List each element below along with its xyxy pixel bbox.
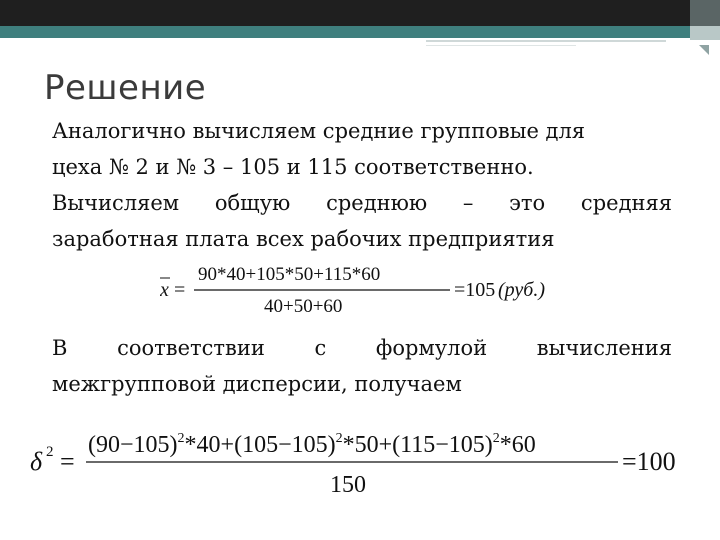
numerator-term: (90−105) [88,432,178,458]
slide-title: Решение [44,68,207,108]
equals-sign: = [60,447,75,476]
numerator-term: (115−105) [392,432,493,458]
paragraph-line: Аналогично вычисляем средние групповые для [52,119,586,143]
slide-accent-bar-end [690,26,720,40]
variance-numerator [88,431,536,458]
variance-paragraph [52,330,672,402]
slide-accent-bar [0,26,690,38]
paragraph-line: Вычисляем общую среднюю – это средняя [52,191,672,215]
slide-corner-block [690,0,720,26]
numerator-power: 2 [335,431,343,446]
mean-denominator: 40+50+60 [264,296,343,317]
slide-decor-line-thin [426,45,576,46]
mean-symbol: x [160,279,169,301]
numerator-term: *50+ [342,432,393,458]
triangle-marker-icon [697,43,711,57]
equals-sign: = [174,279,186,301]
numerator-power: 2 [492,431,500,446]
paragraph-line: заработная плата всех рабочих предприятия [52,227,555,251]
paragraph-line: межгрупповой дисперсии, получаем [52,372,462,396]
variance-denominator: 150 [330,472,366,498]
slide-decor-line [426,40,666,42]
numerator-term: *60 [499,432,536,458]
slide-top-bar [0,0,720,26]
variance-symbol: δ [30,447,43,476]
variance-formula [30,428,690,500]
solution-paragraph [52,113,672,257]
mean-result: =105 [454,279,496,301]
variance-power: 2 [46,444,54,460]
numerator-term: (105−105) [234,432,336,458]
paragraph-line: В соответствии с формулой вычисления [52,336,672,360]
mean-unit: (руб.) [498,279,545,301]
mean-numerator: 90*40+105*50+115*60 [198,264,381,285]
numerator-power: 2 [177,431,185,446]
numerator-term: *40+ [184,432,235,458]
mean-formula [160,260,580,322]
variance-result: =100 [622,447,676,476]
paragraph-line: цеха № 2 и № 3 – 105 и 115 соответственно. [52,155,534,179]
